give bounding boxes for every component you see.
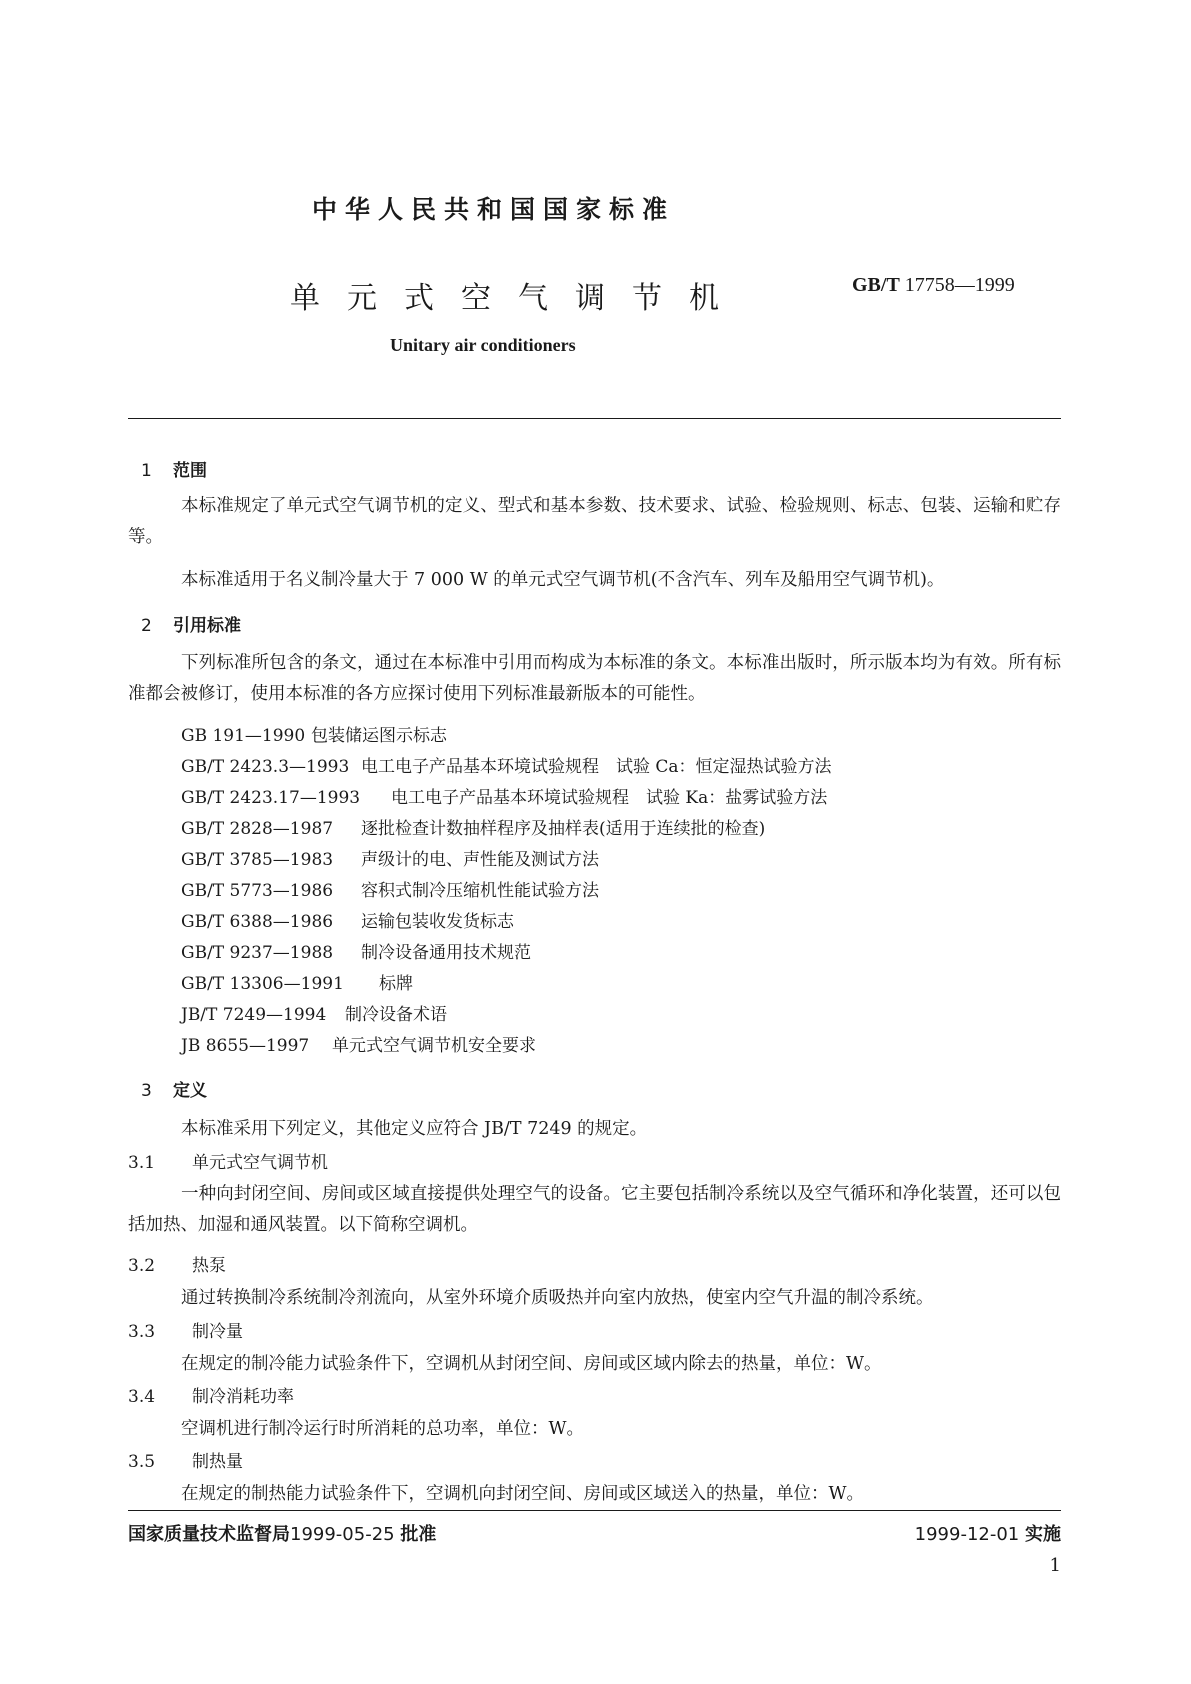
definition-number: 3.4 (128, 1387, 156, 1407)
section-number: 2 (141, 616, 152, 636)
section-title: 定义 (173, 1081, 207, 1101)
reference-code: GB/T 3785—1983 (181, 850, 334, 870)
section-definitions-heading (141, 1076, 207, 1101)
approval-date: 1999-05-25 (290, 1524, 395, 1545)
definition-term-label: 制热量 (192, 1452, 243, 1472)
reference-item (181, 876, 599, 901)
reference-code: GB/T 6388—1986 (181, 912, 334, 932)
reference-title: 标牌 (379, 974, 413, 994)
definition-term (128, 1251, 226, 1276)
reference-item (181, 969, 413, 994)
definition-term (128, 1382, 294, 1407)
reference-item (181, 907, 514, 932)
standard-code: 17758—1999 (904, 274, 1015, 296)
definition-term-label: 单元式空气调节机 (192, 1153, 328, 1173)
definition-text: 通过转换制冷系统制冷剂流向，从室外环境介质吸热并向室内放热，使室内空气升温的制冷系统。 (181, 1288, 934, 1308)
reference-item (181, 783, 827, 808)
reference-code: GB/T 2423.3—1993 (181, 757, 350, 777)
section-number: 1 (141, 461, 152, 481)
reference-item (181, 938, 531, 963)
reference-item (181, 1031, 536, 1056)
definition-term (128, 1148, 328, 1173)
references-intro: 下列标准所包含的条文，通过在本标准中引用而构成为本标准的条文。本标准出版时，所示版本均为有效。所有标准都会被修订，使用本标准的各方应探讨使用下列标准最新版本的可能性。 (128, 653, 1061, 704)
reference-title: 容积式制冷压缩机性能试验方法 (361, 881, 599, 901)
reference-title: 运输包装收发货标志 (361, 912, 514, 932)
definition-term-label: 制冷量 (192, 1322, 243, 1342)
reference-item (181, 721, 447, 746)
definition-term (128, 1447, 243, 1472)
reference-code: JB/T 7249—1994 (181, 1005, 327, 1025)
section-title: 引用标准 (173, 616, 241, 636)
definition-number: 3.1 (128, 1153, 156, 1173)
standard-number (852, 274, 1015, 297)
reference-title: 声级计的电、声性能及测试方法 (361, 850, 599, 870)
standard-prefix: GB/T (852, 274, 900, 296)
reference-item (181, 814, 765, 839)
definition-number: 3.2 (128, 1256, 156, 1276)
reference-title: 电工电子产品基本环境试验规程 试验 Ka：盐雾试验方法 (391, 788, 828, 808)
reference-code: GB/T 5773—1986 (181, 881, 334, 901)
reference-item (181, 752, 832, 777)
national-standard-heading: 中华人民共和国国家标准 (312, 195, 676, 224)
page-number: 1 (1049, 1555, 1061, 1576)
effective-line (915, 1520, 1061, 1546)
reference-title: 电工电子产品基本环境试验规程 试验 Ca：恒定湿热试验方法 (361, 757, 832, 777)
definition-text: 在规定的制热能力试验条件下，空调机向封闭空间、房间或区域送入的热量，单位：W。 (181, 1484, 864, 1504)
reference-title: 制冷设备通用技术规范 (361, 943, 531, 963)
reference-code: GB/T 13306—1991 (181, 974, 344, 994)
reference-title: 制冷设备术语 (345, 1005, 447, 1025)
reference-code: GB/T 2423.17—1993 (181, 788, 361, 808)
approval-label: 批准 (400, 1524, 437, 1545)
section-references-heading (141, 611, 241, 636)
english-title: Unitary air conditioners (390, 335, 576, 355)
definitions-intro: 本标准采用下列定义，其他定义应符合 JB/T 7249 的规定。 (181, 1119, 648, 1139)
reference-item (181, 1000, 447, 1025)
definition-term-label: 热泵 (192, 1256, 226, 1276)
effective-label: 实施 (1025, 1524, 1061, 1545)
footer-divider (128, 1510, 1061, 1511)
reference-title: 单元式空气调节机安全要求 (332, 1036, 536, 1056)
section-scope-heading (141, 456, 207, 481)
reference-code: GB/T 9237—1988 (181, 943, 334, 963)
reference-title: 包装储运图示标志 (311, 726, 447, 746)
definition-term-label: 制冷消耗功率 (192, 1387, 294, 1407)
approval-line (128, 1520, 436, 1546)
definition-text: 一种向封闭空间、房间或区域直接提供处理空气的设备。它主要包括制冷系统以及空气循环和净化装置，还可以包括加热、加湿和通风装置。以下简称空调机。 (128, 1184, 1061, 1235)
scope-paragraph-1: 本标准规定了单元式空气调节机的定义、型式和基本参数、技术要求、试验、检验规则、标志、包装、运输和贮存等。 (128, 496, 1061, 547)
reference-item (181, 845, 599, 870)
reference-code: GB 191—1990 (181, 726, 306, 746)
definition-number: 3.5 (128, 1452, 156, 1472)
header-divider (128, 418, 1061, 419)
section-number: 3 (141, 1081, 152, 1101)
approval-org: 国家质量技术监督局 (128, 1524, 290, 1545)
scope-paragraph-2: 本标准适用于名义制冷量大于 7 000 W 的单元式空气调节机(不含汽车、列车及船用空气调节机)。 (181, 570, 945, 590)
reference-code: GB/T 2828—1987 (181, 819, 334, 839)
reference-code: JB 8655—1997 (181, 1036, 310, 1056)
effective-date: 1999-12-01 (914, 1524, 1020, 1545)
definition-term (128, 1317, 243, 1342)
document-title: 单元式空气调节机 (290, 281, 746, 316)
definition-number: 3.3 (128, 1322, 156, 1342)
section-title: 范围 (173, 461, 207, 481)
definition-text: 空调机进行制冷运行时所消耗的总功率，单位：W。 (181, 1419, 584, 1439)
reference-title: 逐批检查计数抽样程序及抽样表(适用于连续批的检查) (361, 819, 766, 839)
definition-text: 在规定的制冷能力试验条件下，空调机从封闭空间、房间或区域内除去的热量，单位：W。 (181, 1354, 882, 1374)
